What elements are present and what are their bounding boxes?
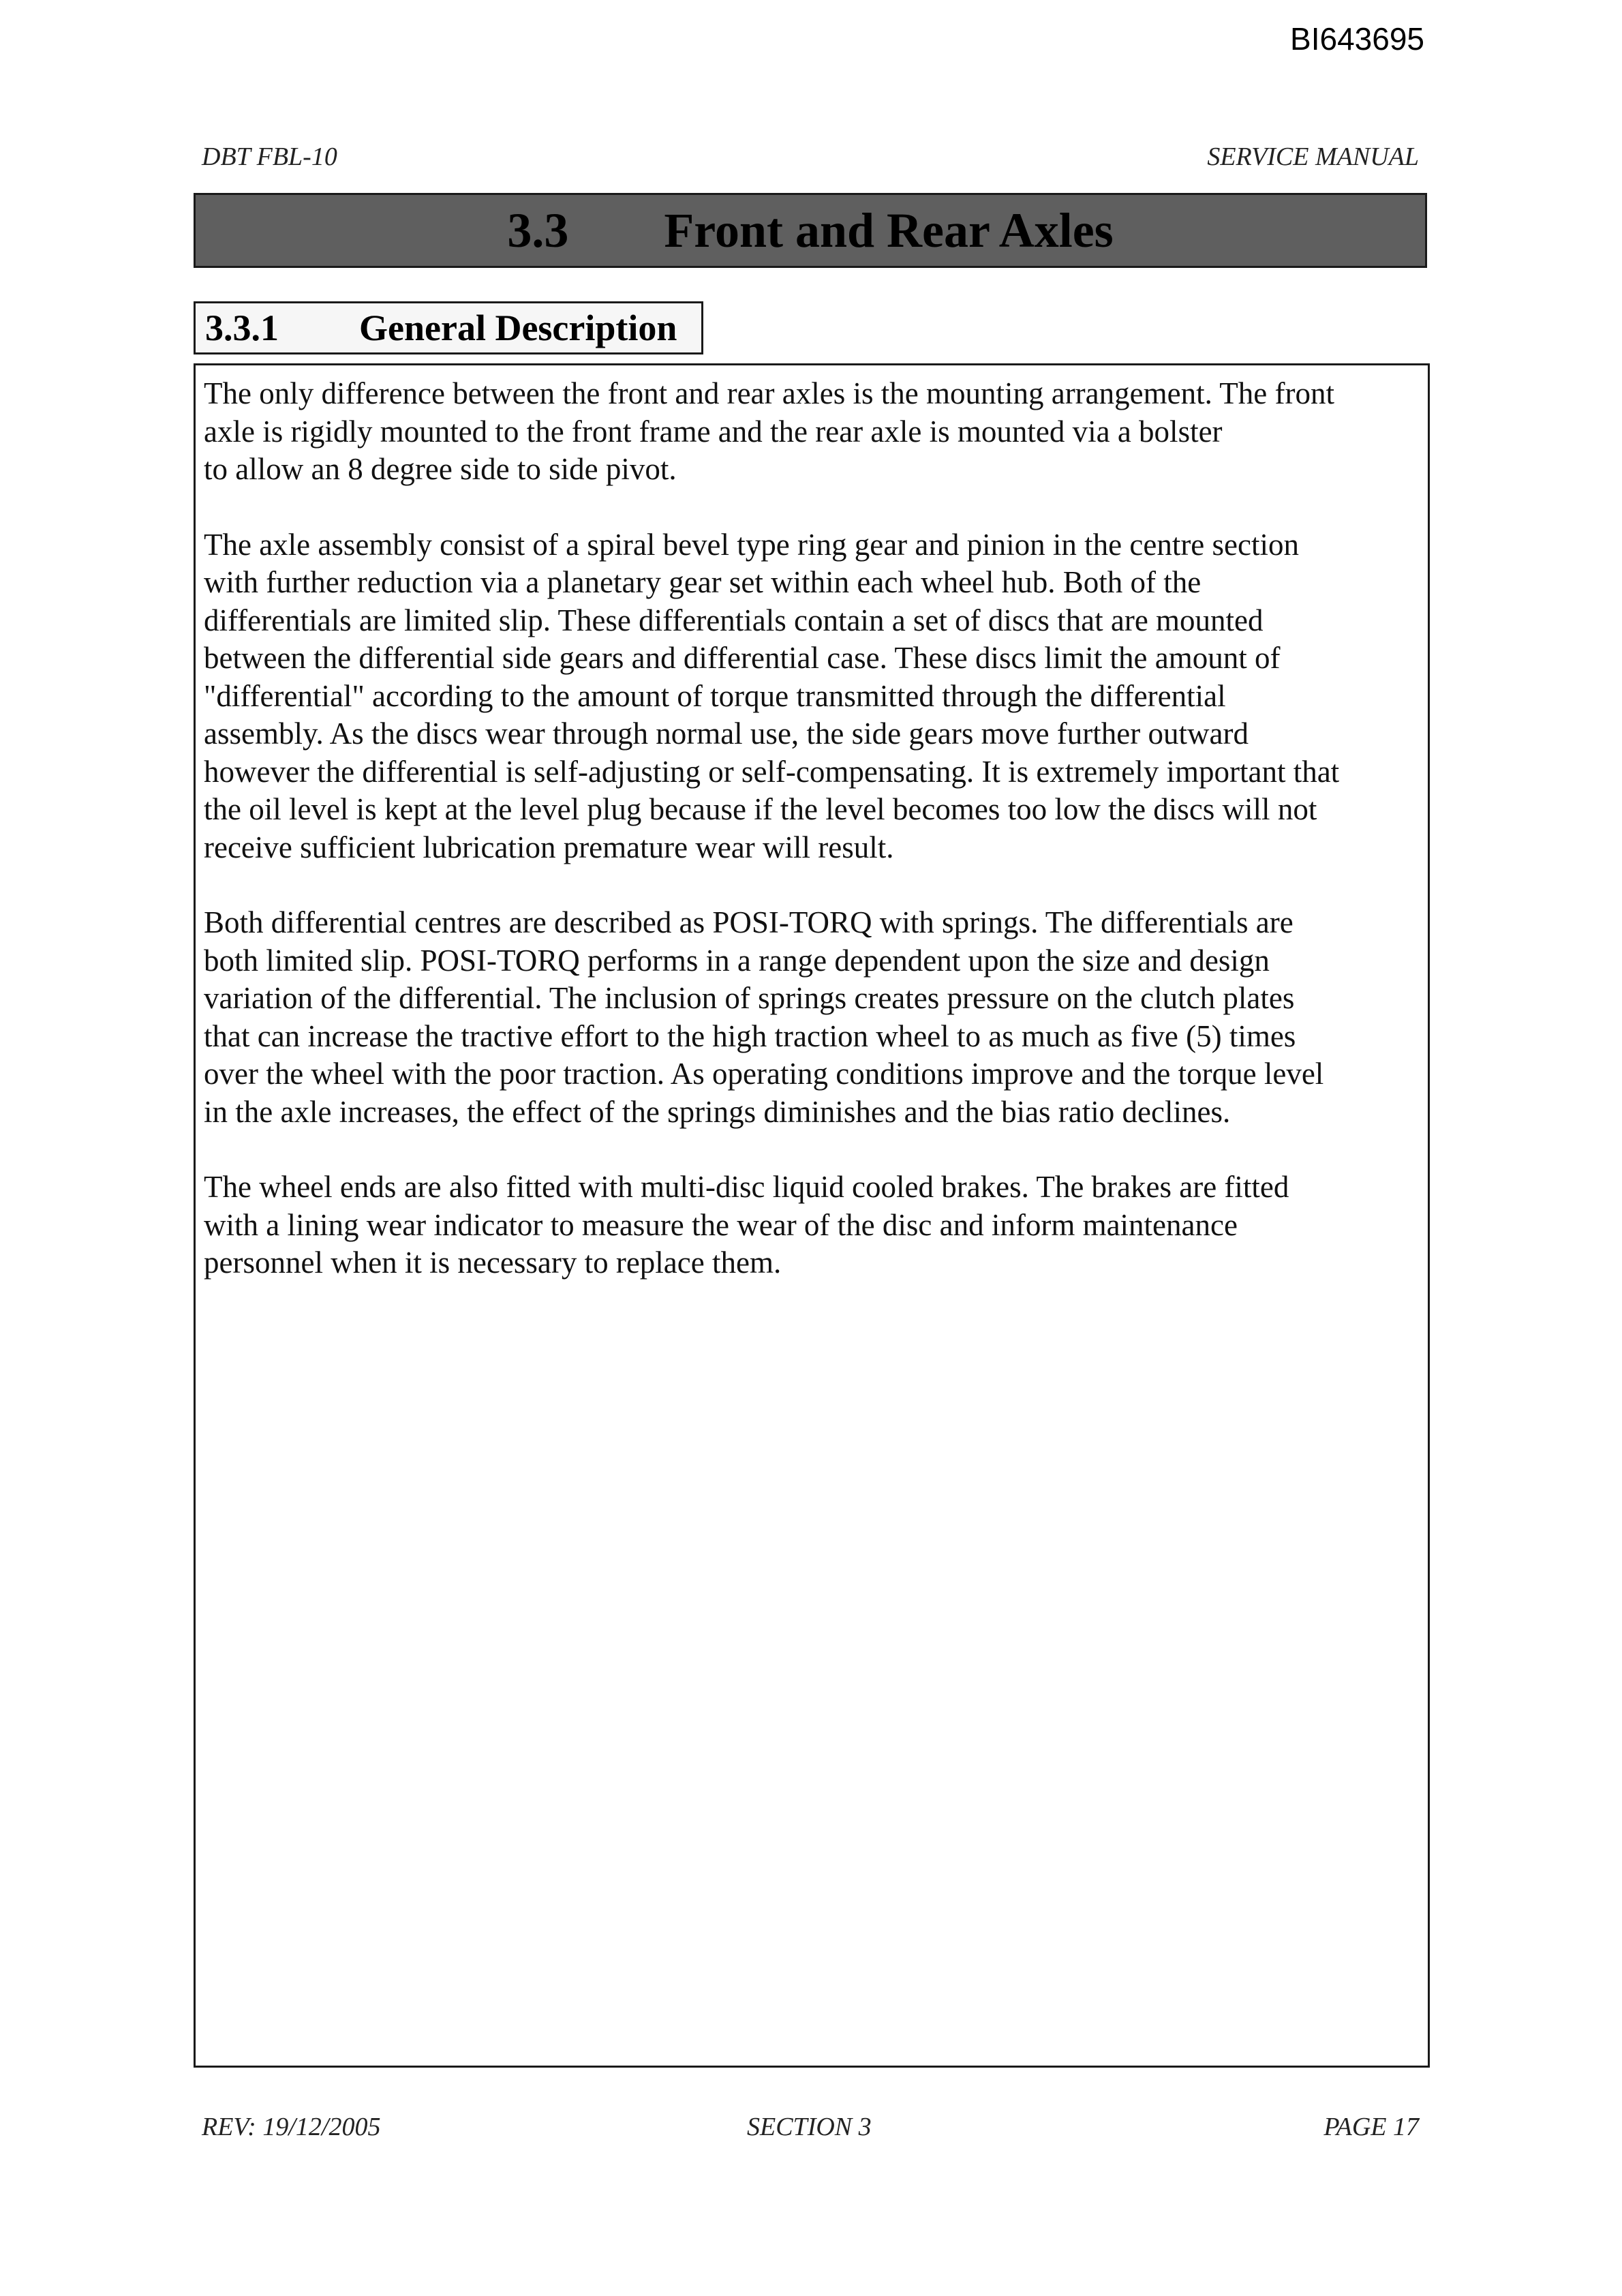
subsection-number: 3.3.1 xyxy=(205,307,279,348)
footer-section: SECTION 3 xyxy=(747,2113,872,2141)
header-model: DBT FBL-10 xyxy=(202,142,337,171)
section-title: Front and Rear Axles xyxy=(664,202,1114,258)
footer-revision: REV: 19/12/2005 xyxy=(202,2113,381,2141)
header-manual-title: SERVICE MANUAL xyxy=(1207,142,1419,171)
body-text-frame xyxy=(194,363,1430,2068)
subsection-heading xyxy=(194,301,703,354)
subsection-title: General Description xyxy=(359,307,677,348)
section-heading xyxy=(194,193,1427,268)
paragraph-axle-assembly: The axle assembly consist of a spiral bevel type ring gear and pinion in the centre section with further reduction via a planetary gear set within each wheel hub. Both of the differentials are limited slip. These differentials contain a set of discs that are mounted between the differential side gears and differential case. These discs limit the amount of "differential" according to the amount of torque transmitted through the differential assembly. As the discs wear through normal use, the side gears move further outward however the differential is self-adjusting or self-compensating. It is extremely important that the oil level is kept at the level plug because if the level becomes too low the discs will not receive sufficient lubrication premature wear will result. xyxy=(204,527,1340,864)
paragraph-brakes: The wheel ends are also fitted with multi-disc liquid cooled brakes. The brakes are fitted with a lining wear indicator to measure the wear of the disc and inform maintenance personnel when it is necessary to replace them. xyxy=(204,1170,1289,1280)
paragraph-posi-torq: Both differential centres are described as POSI-TORQ with springs. The differentials are both limited slip. POSI-TORQ performs in a range dependent upon the size and design variation of the differential. The inclusion of springs creates pressure on the clutch plates that can increase the tractive effort to the high traction wheel to as much as five (5) times over the wheel with the poor traction. As operating conditions improve and the torque level in the axle increases, the effect of the springs diminishes and the bias ratio declines. xyxy=(204,905,1324,1129)
section-number: 3.3 xyxy=(507,202,569,258)
document-id: BI643695 xyxy=(1290,21,1424,57)
paragraph-mounting: The only difference between the front and rear axles is the mounting arrangement. The front axle is rigidly mounted to the front frame and the rear axle is mounted via a bolster to allow an 8 degree side to side pivot. xyxy=(204,376,1334,486)
footer-page-number: PAGE 17 xyxy=(1323,2113,1419,2141)
